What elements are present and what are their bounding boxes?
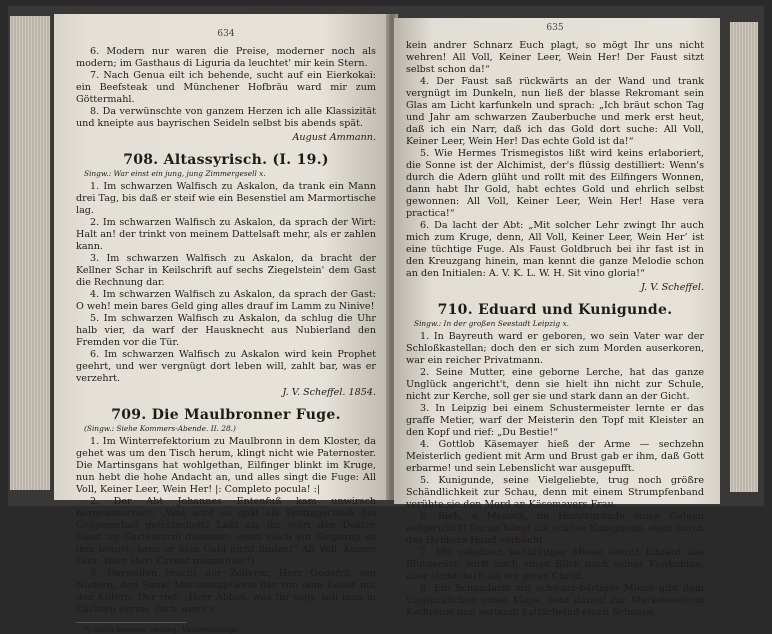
verse-paragraph: 5. Im schwarzen Walfisch zu Askalon, da schlug die Uhr halb vier, da warf der Hausknecht aus Nubierland den Fremden vor die Tür.	[76, 313, 376, 348]
verse-paragraph: 6. Da lacht der Abt: „Mit solcher Lehr zwingt Ihr auch mich zum Kruge, denn, All Voll, Keiner Leer, Wein Her’ ist eine tüchtige Fuge. Als Faust Goldbruch bei ihr fast ist in den Kreuzgang hinein, man kennt die ganze Melodie schon an den Initialen: A. V. K. L. W. H. Sit vino gloria!“	[406, 220, 704, 279]
verse-paragraph: 6. Im schwarzen Walfisch zu Askalon wird kein Prophet geehrt, und wer vergnügt dort leben will, zahlt bar, was er verzehrt.	[76, 349, 376, 384]
song-title-710: 710. Eduard und Kunigunde.	[437, 302, 673, 318]
author-signature: August Ammann.	[292, 132, 376, 143]
verse-paragraph: 1. In Bayreuth ward er geboren, wo sein Vater war der Schloßkastellan; doch den er sich zum Morden auserkoren, war ein reicher Privatmann.	[406, 331, 704, 366]
footnote-divider	[76, 622, 186, 623]
verse-paragraph: 6. Modern nur waren die Preise, moderner noch als modern; im Gasthaus di Liguria da leuchtet' mir kein Stern.	[76, 46, 376, 69]
tune-note-708: Singw.: War einst ein jung, jung Zimmergesell x.	[84, 169, 266, 178]
verse-paragraph: 4. Der Faust saß rückwärts an der Wand und trank vergnügt im Dunkeln, nun ließ der blasse Rekromant sein Glas am Licht karfunkeln und sprach: „Ich bräut schon Tag und Jahr am schwarzen Zauberbuche und merk erst heut, daß ich ein Narr, daß ich das Gold dort suche: All Voll, Keiner Leer, Wein Her! Das echte Gold ist da!“	[406, 76, 704, 147]
verse-paragraph: 6. Sieh, o Mensch, im Hintergrunde einen Galgen aufgericht't! Daran hängt die schöne Kunigunde, eben durch des Henkers Hand verblicht.	[406, 511, 704, 546]
verse-paragraph: 1. Im schwarzen Walfisch zu Askalon, da trank ein Mann drei Tag, bis daß er steif wie ein Besenstiel am Marmortische lag.	[76, 181, 376, 216]
verse-paragraph: 3. Derweilen bracht der Zellerar, Herr Godefrit von Niefern, den Sankt Martinszapfwein dar von dem Keller mit den Küfern. Der rief: „Herr Abbas, was Ihr sagt, soll man in Züchten ehren; doch wenn's	[76, 568, 376, 615]
page-number-left: 634	[217, 29, 235, 39]
page-edges-left	[10, 16, 50, 490]
tune-note-709: (Singw.: Siehe Kommers-Abende. II. 28.)	[84, 424, 236, 433]
author-signature: J. V. Scheffel.	[641, 282, 704, 293]
tune-note-710: Singw.: In der großen Seestadt Leipzig x.	[414, 319, 569, 328]
verse-paragraph: 3. In Leipzig bei einem Schustermeister lernte er das graffe Metier, warf der Meisterin den Topf mit Kleister an den Kopf und rief: „Du Bestie!“	[406, 403, 704, 438]
verse-paragraph: 7. Nach Genua eilt ich behende, sucht auf ein Eierkokai: ein Beefsteak und Münchener Hofbräu ward mir zum Göttermahl.	[76, 70, 376, 105]
song-title-708: 708. Altassyrisch. (I. 19.)	[123, 152, 329, 168]
footnote: *) Nach neuerer Lesung: Vaterrechnaps.	[84, 625, 241, 634]
verse-paragraph: 8. Da verwünschte von ganzem Herzen ich alle Klassizität und kneipte aus bayrischen Seideln selbst bis abends spät.	[76, 106, 376, 129]
verse-paragraph: 5. Wie Hermes Trismegistos lißt wird keins erlaboriert, die Sonne ist der Alchimist, der's flüssig destilliert: Wenn's durch die Adern glüht und rollt mit des Eilfingers Wonnen, dann habt Ihr Gold, habt echtes Gold und ehrlich selbst gewonnen: All Voll, Keiner Leer, Wein Her! Hase vera practica!“	[406, 148, 704, 219]
verse-paragraph: 8. Ein Schandarm mit schwarz-bärtiger Miene gibt dem Unglücklichen einen Klaps, geht darauf zur Marketenderin Katherine und verlangt katlächelnd einen Schnaps.	[406, 583, 704, 618]
right-page	[394, 18, 720, 618]
page-edges-right	[730, 22, 758, 492]
verse-paragraph: 5. Kunigunde, seine Vielgeliebte, trug noch größre Schändlichkeit zur Schau, denn mit einem Strumpfenband verübte sie den Mord an Käsemayers Frau.	[406, 475, 704, 510]
verse-paragraph: 4. Gottlob Käsemayer hieß der Arme — sechzehn Meisterlich gedient mit Arm und Brust gab er ihm, daß Gott erbarme! und sein Lebenslicht war ausgepufft.	[406, 439, 704, 474]
verse-paragraph: 2. Der Abt Johannes Entenfuß kam unwirsch hergewatschelt: „Was wird so spät als Festtagschluß bei Geigenschall getratschelt? Laßt ab, ihr stört den Doktor Faust im Gartenturm dahinten; wenn solch ein Singsang zu ihm braust, kann er kein Gold nicht finden!“ All Voll, Keiner Leer, Wein Her! Caveat monachus!*)	[76, 496, 376, 567]
author-signature: J. V. Scheffel. 1854.	[282, 387, 376, 398]
verse-paragraph: 7. Mit gelaßner, kaltblütiger Miene betritt Eduard das Blutgerüst, wirft noch einen Blick nach seiner Konkubine, aber stirbt doch als ein guter Christ.	[406, 547, 704, 582]
left-page	[54, 14, 390, 634]
page-number-right: 635	[546, 23, 564, 33]
verse-paragraph: kein andrer Schnarz Euch plagt, so mögt Ihr uns nicht wehren! All Voll, Keiner Leer, Wein Her! Der Faust sitzt selbst schon da!“	[406, 40, 704, 75]
verse-paragraph: 1. Im Winterrefektorium zu Maulbronn in dem Kloster, da gehet was um den Tisch herum, klingt nicht wie Paternoster. Die Martinsgans hat wohlgethan, Eilfinger blinkt im Kruge, nun hebt die hohe Andacht an, und alles singt die Fuge: All Voll, Keiner Leer, Wein Her! |: Completo pocula! :|	[76, 436, 376, 495]
song-title-709: 709. Die Maulbronner Fuge.	[111, 407, 341, 423]
verse-paragraph: 2. Seine Mutter, eine geborne Lerche, hat das ganze Unglück angericht't, denn sie hielt ihn nicht zur Schule, nicht zur Kerche, soll ger sie und stark dann an der Gicht.	[406, 367, 704, 402]
verse-paragraph: 3. Im schwarzen Walfisch zu Askalon, da bracht der Kellner Schar in Keilschrift auf sechs Ziegelstein' dem Gast die Rechnung dar.	[76, 253, 376, 288]
verse-paragraph: 2. Im schwarzen Walfisch zu Askalon, da sprach der Wirt: Halt an! der trinkt von meinem Dattelsaft mehr, als er zahlen kann.	[76, 217, 376, 252]
verse-paragraph: 4. Im schwarzen Walfisch zu Askalon, da sprach der Gast: O weh! mein bares Geld ging alles drauf im Lamm zu Ninive!	[76, 289, 376, 312]
